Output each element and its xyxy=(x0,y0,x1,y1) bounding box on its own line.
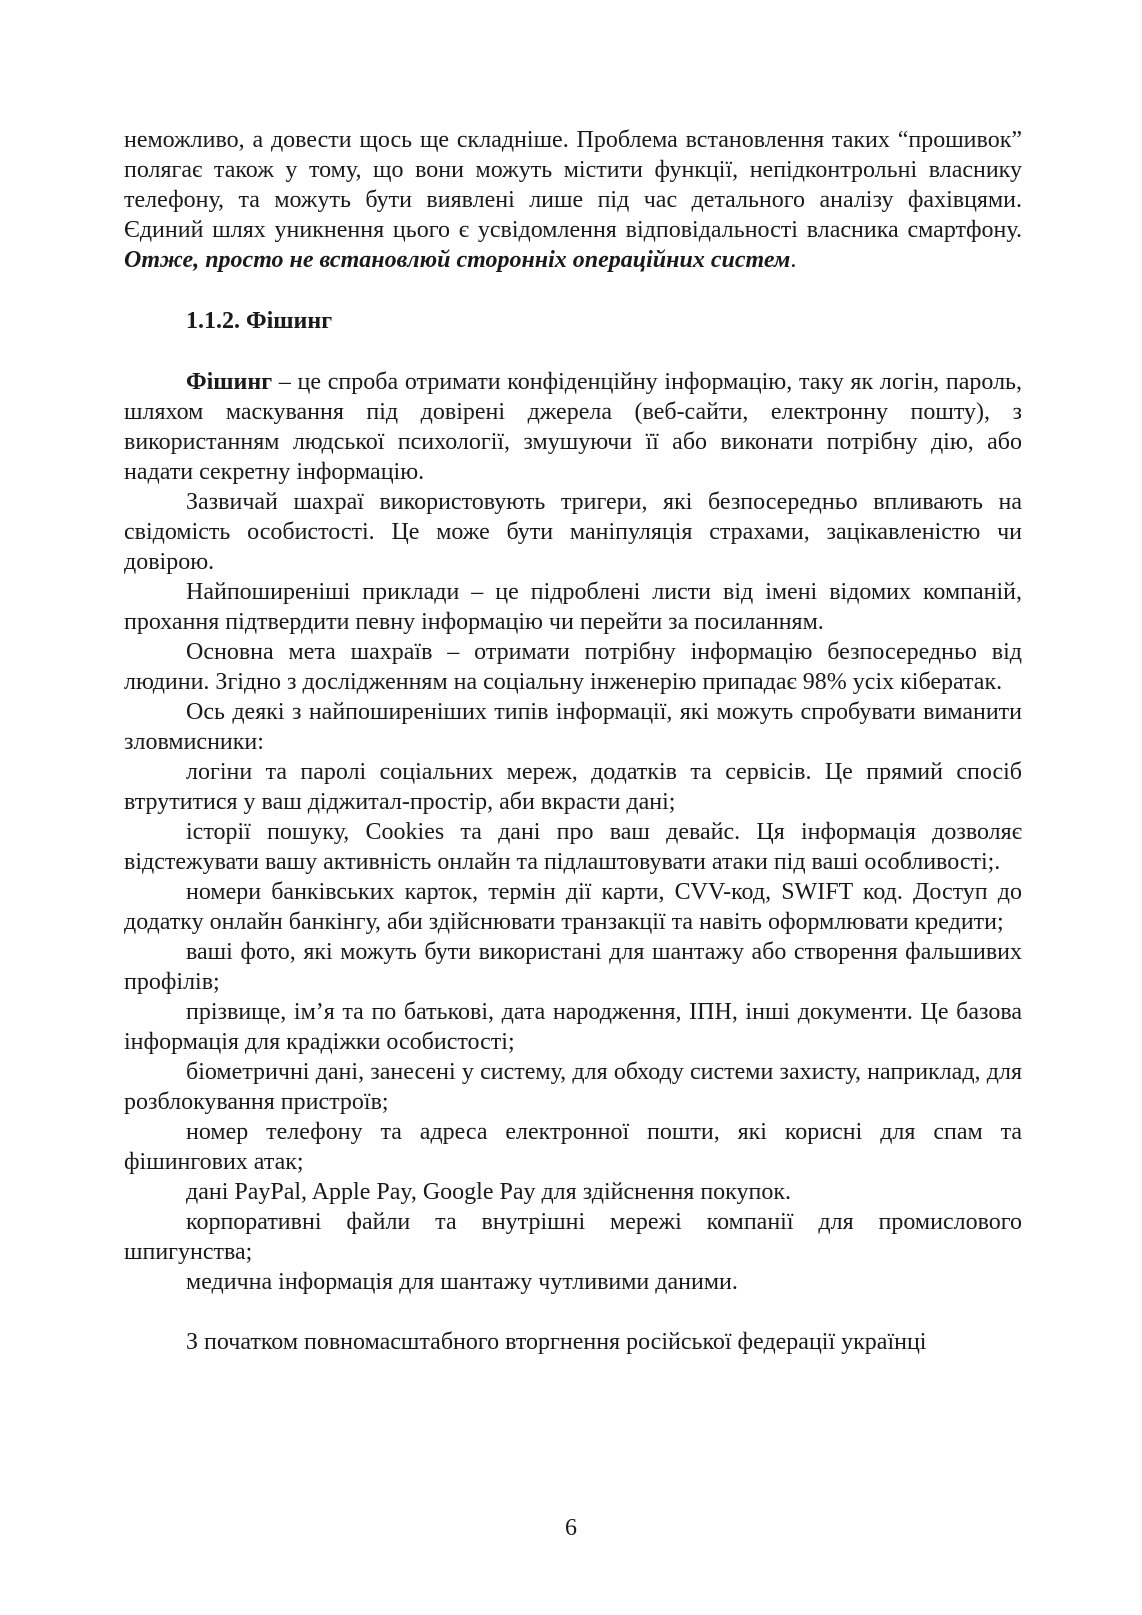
list-item: медична інформація для шантажу чутливими даними. xyxy=(186,1269,738,1295)
list-item: ваші фото, які можуть бути використані для шантажу або створення фальшивих профілів; xyxy=(124,939,1022,995)
list-item: логіни та паролі соціальних мереж, додатків та сервісів. Це прямий спосіб втрутитися у ваш діджитал-простір, аби вкрасти дані; xyxy=(124,759,1022,815)
intro-end: . xyxy=(790,247,797,273)
intro-emphasis: Отже, просто не встановлюй сторонніх операційних систем xyxy=(124,247,791,273)
closing-paragraph: З початком повномасштабного вторгнення російської федерації українці xyxy=(186,1329,927,1355)
list-item: корпоративні файли та внутрішні мережі компанії для промислового шпигунства; xyxy=(124,1209,1022,1265)
intro-paragraph xyxy=(124,125,1022,275)
intro-text: неможливо, а довести щось ще складніше. Проблема встановлення таких “прошивок” полягає також у тому, що вони можуть містити функції, непідконтрольні власнику телефону, та можуть бути виявлені лише під час детального аналізу фахівцями. Єдиний шлях уникнення цього є усвідомлення відповідальності власника смартфону. xyxy=(124,127,1022,243)
paragraph-examples: Найпоширеніші приклади – це підроблені листи від імені відомих компаній, прохання підтвердити певну інформацію чи перейти за посиланням. xyxy=(124,579,1022,635)
page-body xyxy=(124,125,1022,1357)
definition-text: – це спроба отримати конфіденційну інформацію, таку як логін, пароль, шляхом маскування під довірені джерела (веб-сайти, електронну пошту), з використанням людської психології, змушуючи її або виконати потрібну дію, або надати секретну інформацію. xyxy=(124,369,1022,485)
paragraph-goal: Основна мета шахраїв – отримати потрібну інформацію безпосередньо від людини. Згідно з дослідженням на соціальну інженерію припадає 98% усіх кібератак. xyxy=(124,639,1022,695)
list-item: номери банківських карток, термін дії карти, CVV-код, SWIFT код. Доступ до додатку онлайн банкінгу, аби здійснювати транзакції та навіть оформлювати кредити; xyxy=(124,879,1022,935)
list-item: номер телефону та адреса електронної пошти, які корисні для спам та фішингових атак; xyxy=(124,1119,1022,1175)
list-item: прізвище, ім’я та по батькові, дата народження, ІПН, інші документи. Це базова інформація для крадіжки особистості; xyxy=(124,999,1022,1055)
definition-term: Фішинг xyxy=(186,369,273,395)
page-number: 6 xyxy=(565,1515,577,1541)
paragraph-triggers: Зазвичай шахраї використовують тригери, які безпосередньо впливають на свідомість особистості. Це може бути маніпуляція страхами, зацікавленістю чи довірою. xyxy=(124,489,1022,575)
section-heading: 1.1.2. Фішинг xyxy=(186,308,333,334)
list-item: дані PayPal, Apple Pay, Google Pay для здійснення покупок. xyxy=(186,1179,792,1205)
definition-paragraph xyxy=(124,367,1022,487)
list-item: біометричні дані, занесені у систему, для обходу системи захисту, наприклад, для розблокування пристроїв; xyxy=(124,1059,1022,1115)
paragraph-info-types: Ось деякі з найпоширеніших типів інформації, які можуть спробувати виманити зловмисники: xyxy=(124,699,1022,755)
list-item: історії пошуку, Cookies та дані про ваш девайс. Ця інформація дозволяє відстежувати вашу активність онлайн та підлаштовувати атаки під ваші особливості;. xyxy=(124,819,1022,875)
